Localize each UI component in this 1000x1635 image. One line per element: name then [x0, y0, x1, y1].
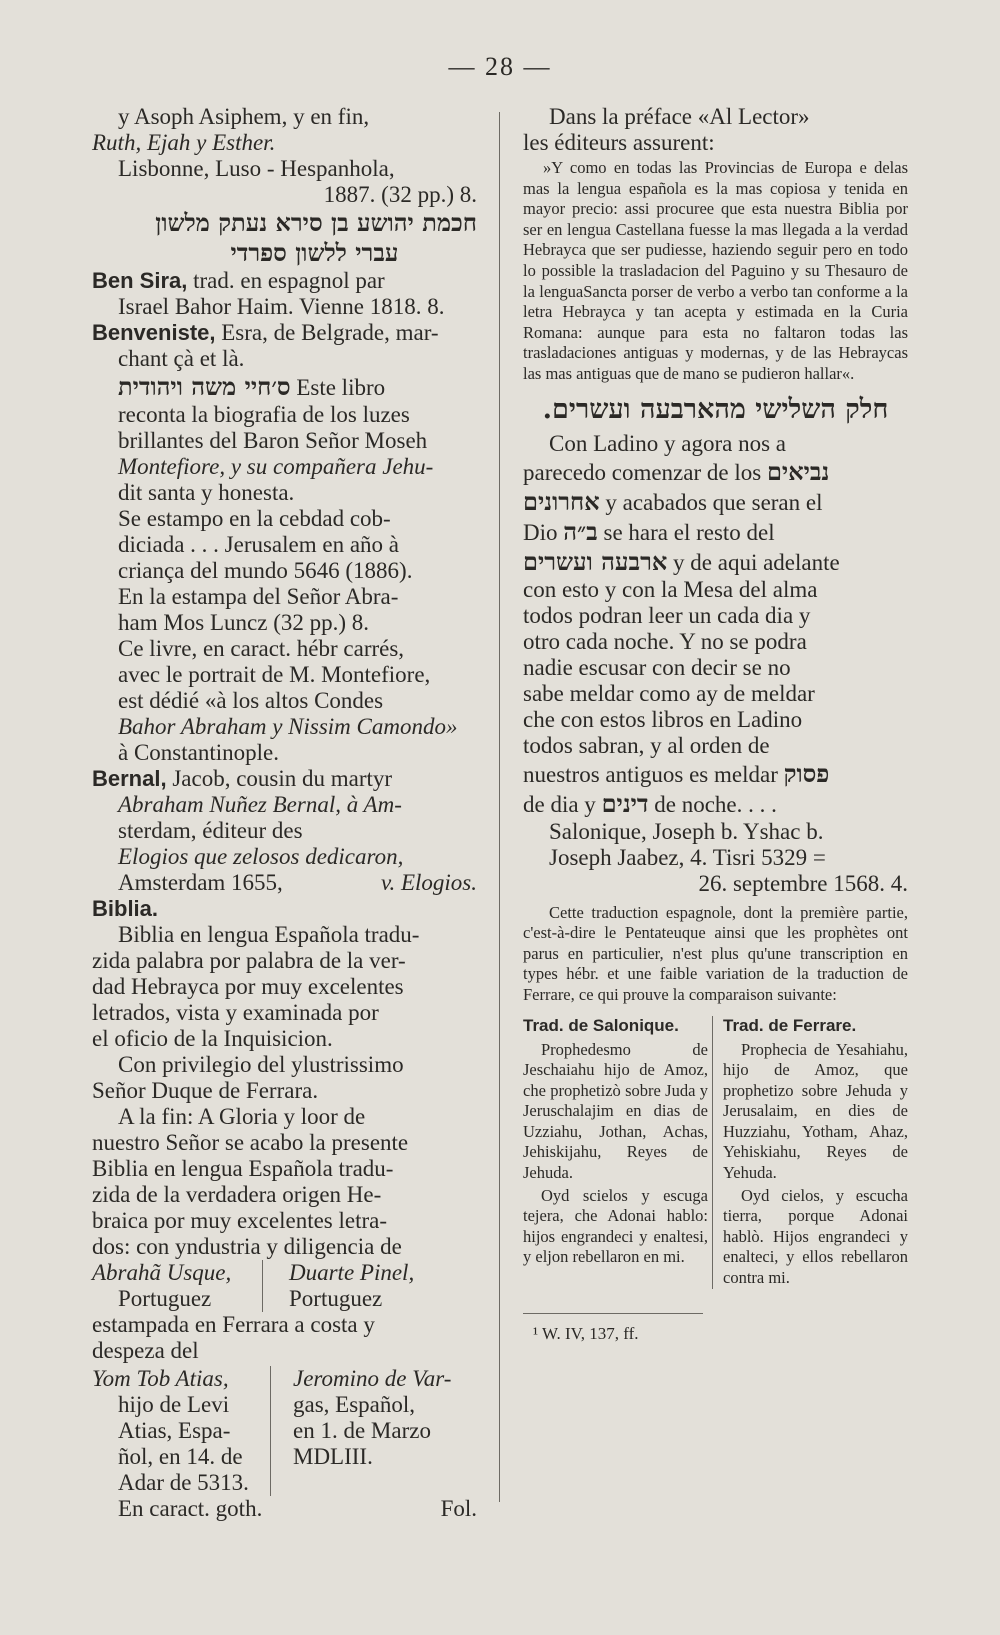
- text-line: MDLIII.: [293, 1444, 373, 1469]
- text-line: [523, 759, 908, 789]
- text-line: Con privilegio del ylustrissimo: [118, 1052, 404, 1077]
- text-line: Portuguez: [118, 1286, 212, 1311]
- text-line: Elogios que zelosos dedicaron,: [118, 844, 404, 869]
- comparison-text: Oyd scielos y escuga tejera, che Adonai hablo: hijos engrandeci y enaltesi, y eljon rebellaron en mi.: [523, 1185, 708, 1267]
- text-line: Con Ladino y agora nos a: [549, 430, 786, 456]
- text-line: Joseph Jaabez, 4. Tisri 5329 =: [549, 844, 826, 870]
- text-line: otro cada noche. Y no se podra: [523, 628, 807, 654]
- text-line: est dédié «à los altos Condes: [118, 688, 384, 713]
- hebrew-line: חכמת יהושע בן סירא נעתק מלשון: [155, 208, 477, 237]
- text-line: [523, 789, 908, 819]
- text-line: 26. septembre 1568. 4.: [698, 870, 908, 896]
- text-line: Bahor Abraham y Nissim Camondo»: [118, 714, 458, 739]
- text-line: Ce livre, en caract. hébr carrés,: [118, 636, 405, 661]
- text-line: hijo de Levi: [118, 1392, 230, 1417]
- text-line: chant çà et là.: [118, 346, 245, 371]
- text-line: gas, Español,: [293, 1392, 416, 1417]
- entry-benveniste: [92, 320, 477, 346]
- text-span: nuestros antiguos es meldar: [523, 761, 778, 787]
- text-line: diciada . . . Jerusalem en año à: [118, 532, 399, 557]
- text-line: brillantes del Baron Señor Moseh: [118, 428, 428, 453]
- text-line: ñol, en 14. de: [118, 1444, 243, 1469]
- text-span: Jacob, cousin du martyr: [166, 766, 393, 791]
- text-line: nuestro Señor se acabo la presente: [92, 1130, 409, 1155]
- comparison-salonique: [523, 1016, 713, 1289]
- text-line: [523, 487, 908, 517]
- text-line: [92, 372, 477, 402]
- text-line: [523, 547, 908, 577]
- text-span: Este libro: [290, 375, 386, 400]
- publisher-atias: [92, 1366, 271, 1496]
- text-line: Yom Tob Atias,: [92, 1366, 229, 1391]
- text-line: braica por muy excelentes letra-: [92, 1208, 388, 1233]
- quotation: »Y como en todas las Provincias de Europa e delas mas la lengua española es la mas copiosa y tenida en mayor precio: assi procuree que esta nuestra Biblia por ser en lengua Castellana fuesse la mas llegada a la verdad Hebrayca que ser pudiesse, haziendo seguir pero en todo lo possible la trasladacion del Paguino y su Thesauro de la lenguaSancta porser de verbo a verbo tan conforme a la letra Hebrayca y tan acepta y estimada en la Curia Romana: aunque para esta no faltaron todas las trasladaciones antiguas y modernas, y de las Hebraycas las mas antiguas que de mano se pudieron hallar«.: [523, 158, 908, 383]
- left-column: [92, 104, 477, 1522]
- text-line: [523, 517, 908, 547]
- page-number: — 28 —: [448, 52, 552, 81]
- text-line: en 1. de Marzo: [293, 1418, 431, 1443]
- text-line: ham Mos Luncz (32 pp.) 8.: [118, 610, 370, 635]
- text-line: criança del mundo 5646 (1886).: [118, 558, 413, 583]
- column-divider: [499, 112, 500, 1502]
- text-line: estampada en Ferrara a costa y: [92, 1312, 375, 1337]
- note-paragraph: Cette traduction espagnole, dont la première partie, c'est-à-dire le Pentateuque ainsi que les prophètes ont parus en particulier, n'est plus qu'une transcription en types hébr. et une faible variation de la traduction de Ferrare, ce qui prouve la comparaison suivante:: [523, 902, 908, 1004]
- text-line: En la estampa del Señor Abra-: [118, 584, 399, 609]
- text-span: En caract. goth.: [118, 1496, 263, 1521]
- hebrew-word: ארבעה ועשרים: [523, 546, 668, 576]
- text-line: Portuguez: [289, 1286, 383, 1311]
- text-span: de dia y: [523, 791, 596, 817]
- text-line: che con estos libros en Ladino: [523, 706, 803, 732]
- right-column: [523, 104, 908, 1344]
- text-line: 1887. (32 pp.) 8.: [323, 182, 477, 207]
- text-span: se hara el resto del: [597, 519, 775, 545]
- hebrew-word: אחרונים: [523, 486, 600, 516]
- text-span: Dio: [523, 519, 558, 545]
- text-span: de noche. . . .: [648, 791, 777, 817]
- printers-names: [92, 1260, 477, 1312]
- footnote: ¹ W. IV, 137, ff.: [533, 1323, 639, 1343]
- text-line: y Asoph Asiphem, y en fin,: [118, 104, 370, 129]
- text-line: [523, 457, 908, 487]
- text-line: A la fin: A Gloria y loor de: [118, 1104, 366, 1129]
- text-span: y acabados que seran el: [599, 489, 823, 515]
- text-line: Salonique, Joseph b. Yshac b.: [549, 818, 824, 844]
- text-line: Ruth, Ejah y Esther.: [92, 130, 276, 155]
- entry-heading: Benveniste,: [92, 320, 216, 345]
- text-line: reconta la biografia de los luzes: [118, 402, 410, 427]
- text-line: sterdam, éditeur des: [118, 818, 303, 843]
- entry-heading: Ben Sira,: [92, 268, 188, 293]
- hebrew-word: דינים: [601, 788, 649, 818]
- entry-heading: Bernal,: [92, 766, 167, 791]
- text-span: Amsterdam 1655,: [118, 870, 283, 895]
- hebrew-word: נביאים: [766, 456, 830, 486]
- publisher-vargas: [271, 1366, 477, 1496]
- publishers: [92, 1366, 477, 1496]
- text-line: Adar de 5313.: [118, 1470, 249, 1495]
- text-line: Se estampo en la cebdad cob-: [118, 506, 391, 531]
- text-line: letrados, vista y examinada por: [92, 1000, 379, 1025]
- text-line: zida de la verdadera origen He-: [92, 1182, 382, 1207]
- comparison-text: Prophecia de Yesahiahu, hijo de Amoz, que prophetizo sobre Jehuda y Jerusalaim, en dies de Huzziahu, Yotham, Ahaz, Yehiskiahu, Reyes de Yehuda.: [723, 1039, 908, 1183]
- text-line: el oficio de la Inquisicion.: [92, 1026, 333, 1051]
- text-line: zida palabra por palabra de la ver-: [92, 948, 406, 973]
- entry-biblia: [92, 896, 477, 922]
- text-line: Lisbonne, Luso - Hespanhola,: [118, 156, 395, 181]
- text-line: à Constantinople.: [118, 740, 279, 765]
- text-line: [92, 870, 477, 896]
- text-line: sabe meldar como ay de meldar: [523, 680, 815, 706]
- comparison-heading: Trad. de Salonique.: [523, 1015, 679, 1035]
- printer-pinel: [263, 1260, 414, 1312]
- comparison-heading: Trad. de Ferrare.: [723, 1015, 857, 1035]
- text-span: v. Elogios.: [380, 870, 477, 895]
- text-line: Duarte Pinel,: [289, 1260, 415, 1285]
- text-span: Fol.: [440, 1496, 477, 1521]
- comparison-text: Prophedesmo de Jeschaiahu hijo de Amoz, che prophetizò sobre Juda y Jeruschalajim en dias de Uzziahu, Jothan, Achas, Jehiskijahu, Reyes de Jehuda.: [523, 1039, 708, 1183]
- text-line: Abraham Nuñez Bernal, à Am-: [118, 792, 402, 817]
- entry-heading: Biblia.: [92, 896, 159, 921]
- text-line: Abrahã Usque,: [92, 1260, 232, 1285]
- text-span: Esra, de Belgrade, mar-: [215, 320, 439, 345]
- text-line: Atias, Espa-: [118, 1418, 231, 1443]
- text-line: Dans la préface «Al Lector»: [549, 104, 810, 129]
- hebrew-word: ב״ה: [563, 516, 598, 546]
- printer-usque: [92, 1260, 263, 1312]
- text-line: con esto y con la Mesa del alma: [523, 576, 818, 602]
- text-span: y de aqui adelante: [667, 549, 840, 575]
- entry-ben-sira: [92, 268, 477, 294]
- hebrew-heading: חלק השלישי מהארבעה ועשרים.: [542, 393, 889, 425]
- text-line: dad Hebrayca por muy excelentes: [92, 974, 404, 999]
- comparison-ferrare: [713, 1016, 908, 1289]
- text-line: Biblia en lengua Española tradu-: [118, 922, 420, 947]
- hebrew-title: ס׳חיי משה ויהודית: [118, 372, 291, 401]
- text-line: nadie escusar con decir se no: [523, 654, 791, 680]
- text-line: dit santa y honesta.: [118, 480, 295, 505]
- text-span: trad. en espagnol par: [187, 268, 385, 293]
- comparison-table: [523, 1016, 908, 1289]
- hebrew-word: פסוק: [783, 758, 830, 788]
- text-line: Jeromino de Var-: [293, 1366, 452, 1391]
- text-line: Israel Bahor Haim. Vienne 1818. 8.: [118, 294, 445, 319]
- text-line: les éditeurs assurent:: [523, 130, 715, 155]
- text-line: [92, 1496, 477, 1522]
- text-line: Señor Duque de Ferrara.: [92, 1078, 319, 1103]
- text-line: todos sabran, y al orden de: [523, 732, 770, 758]
- comparison-text: Oyd cielos, y escucha tierra, porque Adonai hablò. Hijos engrandeci y enalteci, y ellos rebellaron contra mi.: [723, 1185, 908, 1288]
- text-line: dos: con yndustria y diligencia de: [92, 1234, 402, 1259]
- text-line: Montefiore, y su compañera Jehu-: [118, 454, 434, 479]
- text-line: despeza del: [92, 1338, 199, 1363]
- text-line: Biblia en lengua Española tradu-: [92, 1156, 394, 1181]
- entry-bernal: [92, 766, 477, 792]
- text-span: parecedo comenzar de los: [523, 459, 762, 485]
- text-line: todos podran leer un cada dia y: [523, 602, 811, 628]
- text-line: avec le portrait de M. Montefiore,: [118, 662, 431, 687]
- footnote-rule: [523, 1313, 703, 1314]
- hebrew-line: עברי ללשון ספרדי: [230, 238, 399, 267]
